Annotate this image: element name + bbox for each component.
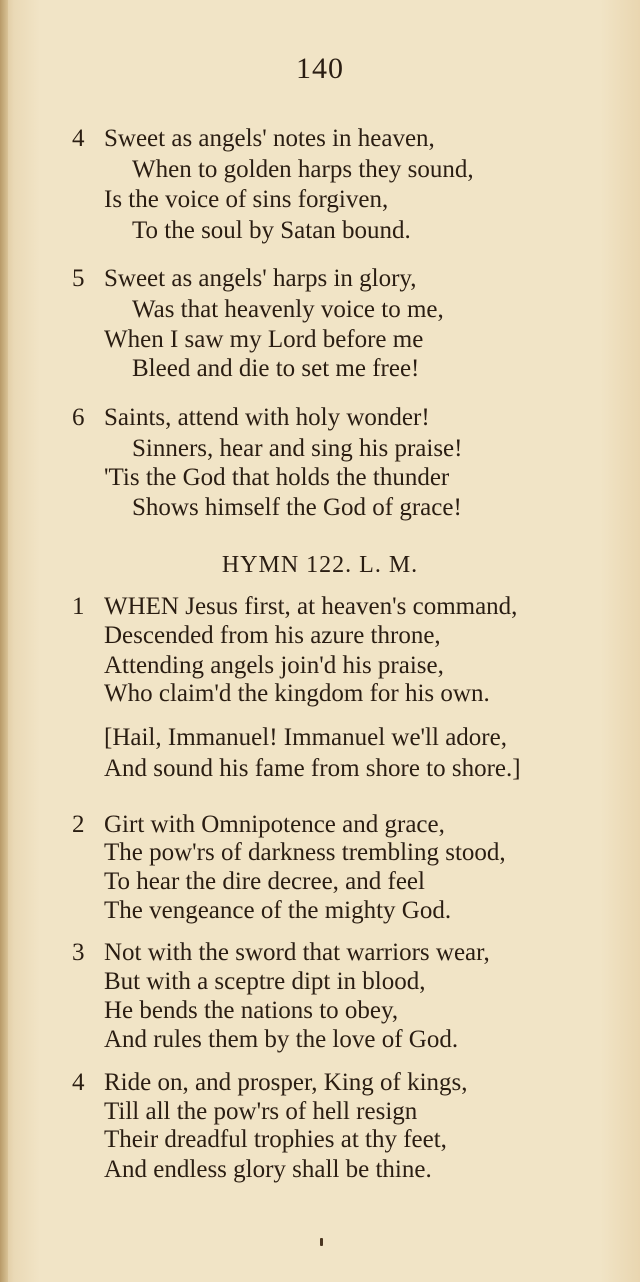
- chorus-line: And sound his fame from shore to shore.]: [104, 755, 521, 782]
- stanza-line: Descended from his azure throne,: [104, 622, 441, 649]
- stanza-line: When to golden harps they sound,: [132, 156, 474, 183]
- stanza-line: WHEN Jesus first, at heaven's command,: [104, 593, 518, 620]
- stanza-line: Sweet as angels' notes in heaven,: [104, 125, 435, 152]
- stanza-line: And rules them by the love of God.: [104, 1026, 459, 1053]
- stanza-line: Not with the sword that warriors wear,: [104, 939, 490, 966]
- stanza-line: When I saw my Lord before me: [104, 326, 424, 353]
- stanza-line: Sinners, hear and sing his praise!: [132, 435, 463, 462]
- ink-speck: [320, 1238, 323, 1246]
- stanza-number: 5: [72, 265, 85, 292]
- hymn-title: HYMN 122. L. M.: [221, 552, 419, 578]
- stanza-line: Bleed and die to set me free!: [132, 355, 420, 382]
- stanza-line: And endless glory shall be thine.: [104, 1156, 432, 1183]
- stanza-line: Attending angels join'd his praise,: [104, 652, 444, 679]
- stanza-number: 3: [72, 939, 85, 966]
- stanza-line: Ride on, and prosper, King of kings,: [104, 1069, 468, 1096]
- stanza-line: Their dreadful trophies at thy feet,: [104, 1126, 447, 1153]
- page-binding-edge: [0, 0, 8, 1282]
- stanza-line: Was that heavenly voice to me,: [132, 296, 444, 323]
- stanza-line: 'Tis the God that holds the thunder: [104, 464, 450, 491]
- stanza-number: 1: [72, 593, 85, 620]
- stanza-number: 4: [72, 125, 85, 152]
- stanza-line: The vengeance of the mighty God.: [104, 897, 452, 924]
- stanza-number: 2: [72, 811, 85, 838]
- stanza-line: Saints, attend with holy wonder!: [104, 404, 430, 431]
- stanza-line: Is the voice of sins forgiven,: [104, 186, 389, 213]
- chorus-line: [Hail, Immanuel! Immanuel we'll adore,: [104, 724, 507, 751]
- stanza-line: Till all the pow'rs of hell resign: [104, 1098, 418, 1125]
- stanza-number: 4: [72, 1069, 85, 1096]
- stanza-line: Girt with Omnipotence and grace,: [104, 811, 445, 838]
- stanza-line: Who claim'd the kingdom for his own.: [104, 680, 490, 707]
- stanza-line: The pow'rs of darkness trembling stood,: [104, 839, 506, 866]
- stanza-line: Sweet as angels' harps in glory,: [104, 265, 417, 292]
- stanza-line: To hear the dire decree, and feel: [104, 868, 425, 895]
- stanza-line: Shows himself the God of grace!: [132, 494, 462, 521]
- stanza-line: To the soul by Satan bound.: [132, 217, 411, 244]
- page-number: 140: [296, 52, 344, 85]
- stanza-number: 6: [72, 404, 85, 431]
- stanza-line: He bends the nations to obey,: [104, 997, 399, 1024]
- stanza-line: But with a sceptre dipt in blood,: [104, 968, 426, 995]
